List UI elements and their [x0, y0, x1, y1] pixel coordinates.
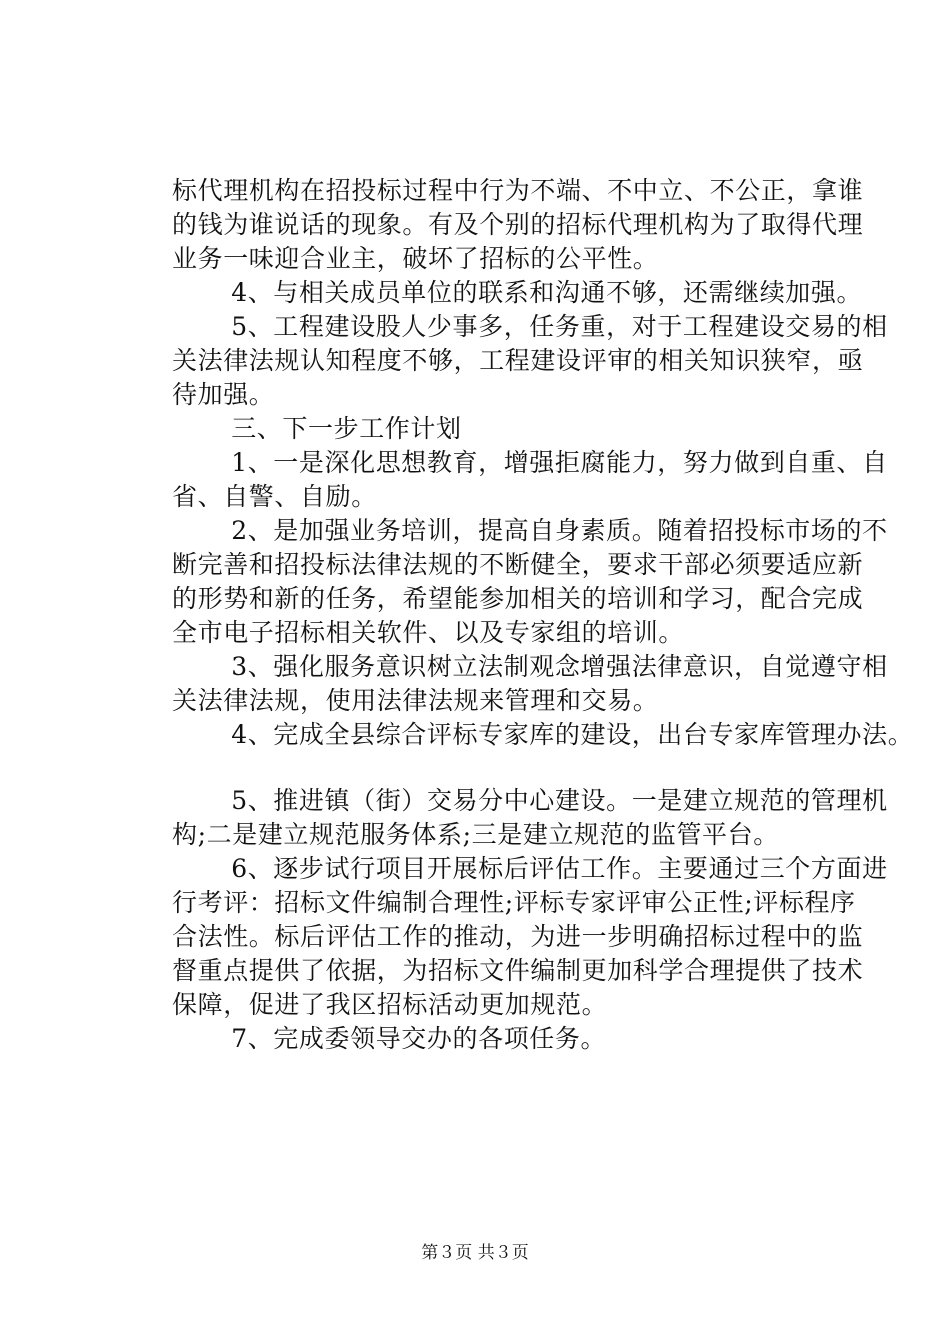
- text-line: 督重点提供了依据，为招标文件编制更加科学合理提供了技术: [172, 956, 864, 985]
- text-line: 3、强化服务意识树立法制观念增强法律意识，自觉遵守相: [180, 652, 888, 681]
- text-line: 2、是加强业务培训，提高自身素质。随着招投标市场的不: [180, 516, 888, 545]
- text-line: 5、推进镇（街）交易分中心建设。一是建立规范的管理机: [180, 786, 888, 815]
- text-line: 待加强。: [172, 380, 275, 409]
- text-line: 保障，促进了我区招标活动更加规范。: [172, 990, 608, 1019]
- text-line: 4、与相关成员单位的联系和沟通不够，还需继续加强。: [180, 278, 863, 307]
- text-line: 6、逐步试行项目开展标后评估工作。主要通过三个方面进: [180, 854, 888, 883]
- text-line: 断完善和招投标法律法规的不断健全，要求干部必须要适应新: [172, 550, 864, 579]
- text-line: 构;二是建立规范服务体系;三是建立规范的监管平台。: [172, 820, 779, 849]
- section-heading: 三、下一步工作计划: [180, 414, 462, 443]
- text-line: 1、一是深化思想教育，增强拒腐能力，努力做到自重、自: [180, 448, 888, 477]
- document-body: [172, 174, 914, 1056]
- text-line: 全市电子招标相关软件、以及专家组的培训。: [172, 618, 685, 647]
- text-line: 行考评：招标文件编制合理性;评标专家评审公正性;评标程序: [172, 888, 856, 917]
- text-line: 标代理机构在招投标过程中行为不端、不中立、不公正，拿谁: [172, 176, 864, 205]
- text-line: 的形势和新的任务，希望能参加相关的培训和学习，配合完成: [172, 584, 864, 613]
- text-line: 的钱为谁说话的现象。有及个别的招标代理机构为了取得代理: [172, 210, 864, 239]
- text-line: 4、完成全县综合评标专家库的建设，出台专家库管理办法。: [180, 720, 914, 749]
- text-line: 5、工程建设股人少事多，任务重，对于工程建设交易的相: [180, 312, 888, 341]
- text-line: 关法律法规认知程度不够，工程建设评审的相关知识狭窄，亟: [172, 346, 864, 375]
- text-line: 合法性。标后评估工作的推动，为进一步明确招标过程中的监: [172, 922, 864, 951]
- blank-line: [172, 752, 872, 784]
- text-line: 省、自警、自励。: [172, 482, 377, 511]
- text-line: 7、完成委领导交办的各项任务。: [180, 1024, 607, 1053]
- text-line: 关法律法规，使用法律法规来管理和交易。: [172, 686, 659, 715]
- text-line: 业务一味迎合业主，破坏了招标的公平性。: [172, 244, 659, 273]
- page-number-footer: 第３页 共３页: [421, 1243, 529, 1263]
